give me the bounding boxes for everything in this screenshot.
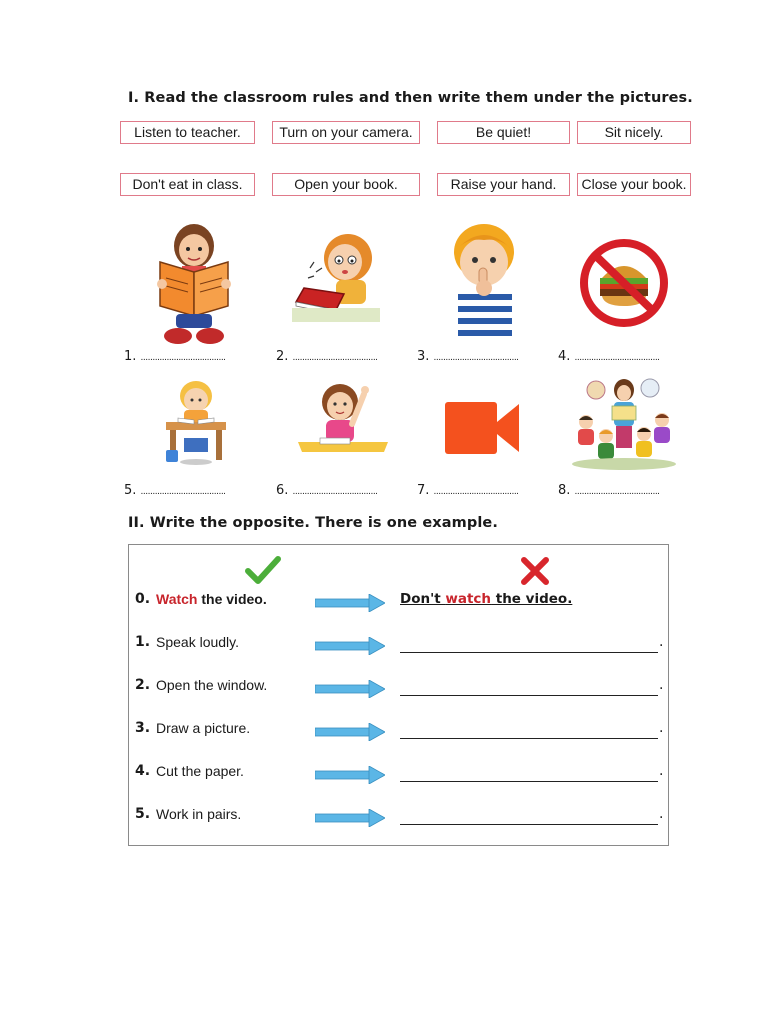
section-2-title: II. Write the opposite. There is one example. xyxy=(128,515,498,531)
blank-4: 4. .................................... xyxy=(558,349,660,364)
opposite-item-3: 3. Draw a picture. . xyxy=(129,720,668,742)
example-answer: Don't watch the video. xyxy=(400,591,573,607)
blank-8: 8. .................................... xyxy=(558,483,660,498)
opposite-item-5: 5. Work in pairs. . xyxy=(129,806,668,828)
arrow-right-icon xyxy=(315,680,385,698)
answer-line[interactable] xyxy=(400,765,658,782)
arrow-right-icon xyxy=(315,809,385,827)
blank-2: 2. .................................... xyxy=(276,349,378,364)
girl-raising-hand-icon xyxy=(296,380,390,456)
example-number: 0. xyxy=(135,591,151,607)
answer-line[interactable] xyxy=(400,636,658,653)
teacher-with-children-icon xyxy=(568,376,678,472)
opposites-panel xyxy=(128,544,669,846)
cross-icon xyxy=(519,555,551,587)
opposite-item-4: 4. Cut the paper. . xyxy=(129,763,668,785)
arrow-right-icon xyxy=(315,637,385,655)
video-camera-icon xyxy=(445,402,519,454)
blank-7: 7. .................................... xyxy=(417,483,519,498)
no-food-sign-icon xyxy=(578,236,670,330)
answer-line[interactable] xyxy=(400,808,658,825)
blank-5: 5. .................................... xyxy=(124,483,226,498)
girl-reading-book-icon xyxy=(156,222,232,346)
blank-3: 3. .................................... xyxy=(417,349,519,364)
boy-sitting-at-desk-icon xyxy=(162,378,230,466)
blank-6: 6. .................................... xyxy=(276,483,378,498)
rule-box-7: Raise your hand. xyxy=(437,173,570,196)
girl-closing-book-icon xyxy=(290,228,382,324)
example-sentence: Watch the video. xyxy=(156,591,267,607)
rule-box-2: Turn on your camera. xyxy=(272,121,420,144)
rule-box-3: Be quiet! xyxy=(437,121,570,144)
rule-box-8: Close your book. xyxy=(577,173,691,196)
rule-box-1: Listen to teacher. xyxy=(120,121,255,144)
section-1-title: I. Read the classroom rules and then write them under the pictures. xyxy=(128,90,693,106)
opposite-item-1: 1. Speak loudly. . xyxy=(129,634,668,656)
rule-box-4: Sit nicely. xyxy=(577,121,691,144)
example-row xyxy=(129,591,668,613)
rule-box-5: Don't eat in class. xyxy=(120,173,255,196)
opposite-item-2: 2. Open the window. . xyxy=(129,677,668,699)
answer-line[interactable] xyxy=(400,679,658,696)
arrow-right-icon xyxy=(315,766,385,784)
arrow-right-icon xyxy=(315,723,385,741)
boy-be-quiet-icon xyxy=(444,222,526,338)
rule-box-6: Open your book. xyxy=(272,173,420,196)
check-icon xyxy=(245,555,281,585)
arrow-right-icon xyxy=(315,594,385,612)
blank-1: 1. .................................... xyxy=(124,349,226,364)
answer-line[interactable] xyxy=(400,722,658,739)
